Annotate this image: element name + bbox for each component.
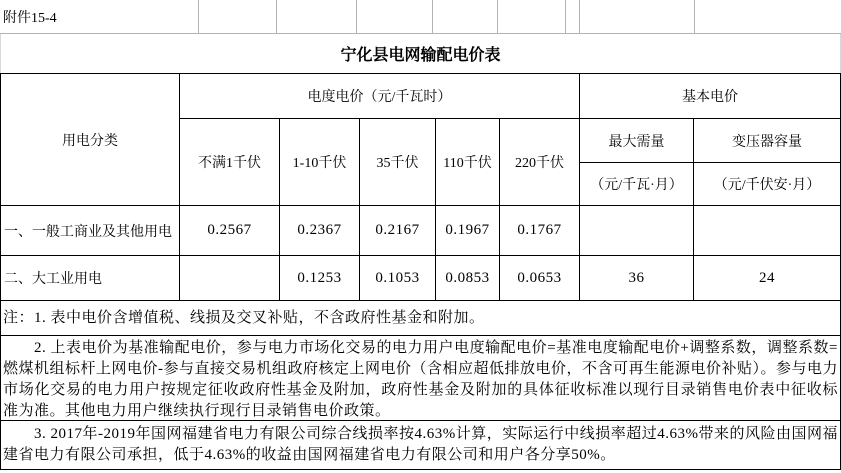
note-2: 2. 上表电价为基准输配电价，参与电力市场化交易的电力用户电度输配电价=基准电度输配电价+调整系数，调整系数=燃煤机组标杆上网电价-参与直接交易机组政府核定上网电价（含相应超低排放电价，不含可再生能源电价补贴）。参与电力市场化交易的电力用户按规定征收政府性基金及附加，政府性基金及附加的具体征收标准以现行目录销售电价表中征收标准为准。其他电力用户继续执行现行目录销售电价政策。: [1, 336, 840, 421]
voltage-header-220kv: 220千伏: [500, 119, 580, 206]
attachment-label: 附件15-4: [0, 0, 199, 33]
top-grid-cell: [357, 0, 433, 33]
top-grid-cell: [498, 0, 566, 33]
note-1: 注：1. 表中电价含增值税、线损及交叉补贴，不含政府性基金和附加。: [1, 301, 840, 336]
table-title: 宁化县电网输配电价表: [0, 34, 841, 73]
price-cell: 0.0653: [500, 256, 580, 301]
max-demand-unit: （元/千瓦·月）: [580, 163, 694, 206]
max-demand-cell: [580, 206, 694, 256]
transformer-capacity-cell: 24: [694, 256, 840, 301]
price-table: [0, 73, 841, 470]
top-grid-cell: [277, 0, 357, 33]
note-3: 3. 2017年-2019年国网福建省电力有限公司综合线损率按4.63%计算，实际运行中线损率超过4.63%带来的风险由国网福建省电力有限公司承担，低于4.63%的收益由国网福建省电力有限公司和用户各分享50%。: [3, 426, 838, 463]
transformer-capacity-cell: [694, 206, 840, 256]
top-grid-cell: [199, 0, 277, 33]
top-grid-cell: [566, 0, 580, 33]
price-cell: [180, 256, 280, 301]
top-grid-cell: [433, 0, 498, 33]
top-grid-cell: [580, 0, 695, 33]
transformer-capacity-header: 变压器容量: [694, 119, 840, 163]
top-gridline-row: [0, 0, 841, 34]
energy-price-group-header: 电度电价（元/千瓦时）: [180, 74, 580, 119]
max-demand-cell: 36: [580, 256, 694, 301]
price-cell: 0.2167: [360, 206, 436, 256]
price-cell: 0.1967: [436, 206, 500, 256]
price-cell: 0.2567: [180, 206, 280, 256]
price-cell: 0.1253: [280, 256, 360, 301]
voltage-header-under-1kv: 不满1千伏: [180, 119, 280, 206]
row-category-general-commercial: 一、一般工商业及其他用电: [1, 206, 180, 256]
corner-header-usage-classification: 用电分类: [1, 74, 180, 206]
price-cell: 0.0853: [436, 256, 500, 301]
price-cell: 0.2367: [280, 206, 360, 256]
price-cell: 0.1053: [360, 256, 436, 301]
voltage-header-35kv: 35千伏: [360, 119, 436, 206]
top-grid-cell: [695, 0, 841, 33]
voltage-header-110kv: 110千伏: [436, 119, 500, 206]
price-cell: 0.1767: [500, 206, 580, 256]
row-category-large-industry: 二、大工业用电: [1, 256, 180, 301]
basic-price-group-header: 基本电价: [580, 74, 840, 119]
voltage-header-1-10kv: 1-10千伏: [280, 119, 360, 206]
max-demand-header: 最大需量: [580, 119, 694, 163]
transformer-capacity-unit: （元/千伏安·月）: [694, 163, 840, 206]
